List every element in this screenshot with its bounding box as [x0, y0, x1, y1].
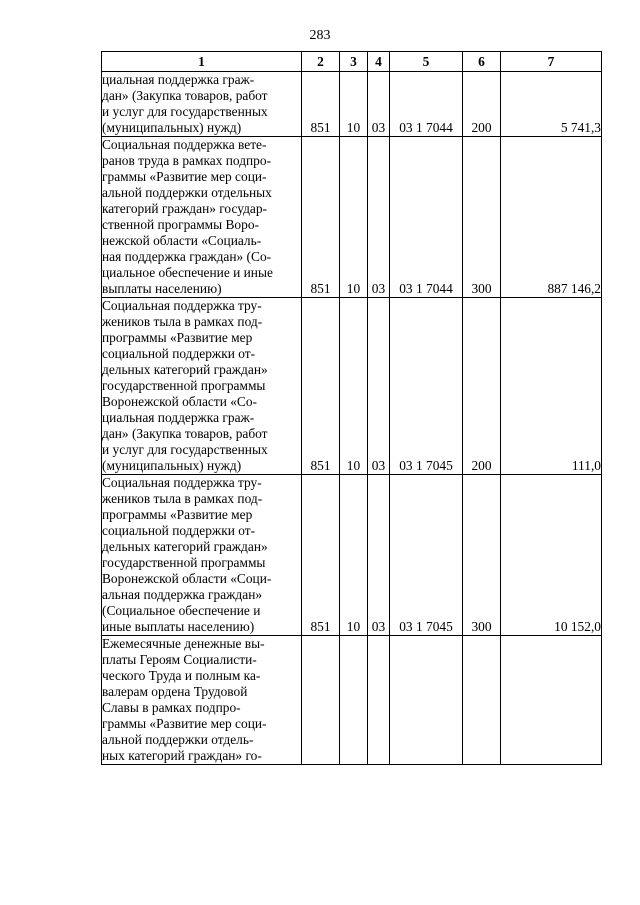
col-header-3: 3 — [340, 52, 368, 72]
subsection-code: 03 — [368, 298, 390, 475]
description-line: циальное обеспечение и иные — [102, 265, 273, 280]
description-line: ных категорий граждан» го- — [102, 748, 262, 763]
row-description — [102, 137, 302, 298]
page-number: 283 — [309, 28, 331, 43]
description-line: Социальная поддержка вете- — [102, 137, 267, 152]
target-article-code: 03 1 7044 — [390, 72, 463, 137]
target-article-code — [390, 636, 463, 765]
description-line: и услуг для государственных — [102, 104, 268, 119]
col-header-4: 4 — [368, 52, 390, 72]
section-code: 10 — [340, 72, 368, 137]
section-code — [340, 636, 368, 765]
description-line: ранов труда в рамках подпро- — [102, 153, 272, 168]
description-line: дан» (Закупка товаров, работ — [102, 426, 268, 441]
target-article-code: 03 1 7045 — [390, 298, 463, 475]
col-header-7: 7 — [501, 52, 602, 72]
description-line: ная поддержка граждан» (Со- — [102, 249, 272, 264]
description-line: нежской области «Социаль- — [102, 233, 262, 248]
description-line: категорий граждан» государ- — [102, 201, 267, 216]
description-line: альная поддержка граждан» — [102, 587, 263, 602]
description-line: платы Героям Социалисти- — [102, 652, 257, 667]
section-code: 10 — [340, 475, 368, 636]
col-header-1: 1 — [102, 52, 302, 72]
description-line: граммы «Развитие мер соци- — [102, 169, 267, 184]
description-line: иные выплаты населению) — [102, 619, 255, 634]
description-line: (Социальное обеспечение и — [102, 603, 261, 618]
subsection-code: 03 — [368, 72, 390, 137]
subsection-code: 03 — [368, 475, 390, 636]
col-header-5: 5 — [390, 52, 463, 72]
section-code: 10 — [340, 298, 368, 475]
expense-type-code: 200 — [463, 72, 501, 137]
section-code: 10 — [340, 137, 368, 298]
amount: 111,0 — [501, 298, 602, 475]
amount — [501, 636, 602, 765]
expense-type-code: 300 — [463, 137, 501, 298]
table-row — [102, 137, 602, 298]
description-line: жеников тыла в рамках под- — [102, 314, 263, 329]
description-line: программы «Развитие мер — [102, 330, 253, 345]
description-line: граммы «Развитие мер соци- — [102, 716, 267, 731]
row-description — [102, 636, 302, 765]
table-row — [102, 298, 602, 475]
description-line: дельных категорий граждан» — [102, 539, 268, 554]
description-line: выплаты населению) — [102, 281, 222, 296]
description-line: циальная поддержка граж- — [102, 410, 255, 425]
description-line: государственной программы — [102, 555, 266, 570]
ministry-code — [302, 636, 340, 765]
ministry-code: 851 — [302, 475, 340, 636]
subsection-code — [368, 636, 390, 765]
description-line: альной поддержки отдель- — [102, 732, 254, 747]
description-line: ческого Труда и полным ка- — [102, 668, 261, 683]
description-line: Социальная поддержка тру- — [102, 475, 262, 490]
description-line: жеников тыла в рамках под- — [102, 491, 263, 506]
description-line: Ежемесячные денежные вы- — [102, 636, 265, 651]
col-header-2: 2 — [302, 52, 340, 72]
amount: 887 146,2 — [501, 137, 602, 298]
description-line: Социальная поддержка тру- — [102, 298, 262, 313]
expense-type-code — [463, 636, 501, 765]
table-row — [102, 636, 602, 765]
target-article-code: 03 1 7045 — [390, 475, 463, 636]
description-line: дельных категорий граждан» — [102, 362, 268, 377]
expense-type-code: 200 — [463, 298, 501, 475]
description-line: Славы в рамках подпро- — [102, 700, 241, 715]
description-line: Воронежской области «Соци- — [102, 571, 272, 586]
table-row — [102, 475, 602, 636]
table-row — [102, 72, 602, 137]
row-description — [102, 298, 302, 475]
header-row — [102, 52, 602, 72]
description-line: Воронежской области «Со- — [102, 394, 258, 409]
description-line: циальная поддержка граж- — [102, 72, 255, 87]
description-line: (муниципальных) нужд) — [102, 458, 242, 473]
description-line: валерам ордена Трудовой — [102, 684, 248, 699]
amount: 10 152,0 — [501, 475, 602, 636]
description-line: альной поддержки отдельных — [102, 185, 272, 200]
subsection-code: 03 — [368, 137, 390, 298]
col-header-6: 6 — [463, 52, 501, 72]
description-line: социальной поддержки от- — [102, 523, 256, 538]
target-article-code: 03 1 7044 — [390, 137, 463, 298]
description-line: дан» (Закупка товаров, работ — [102, 88, 268, 103]
budget-table — [101, 51, 602, 765]
description-line: (муниципальных) нужд) — [102, 120, 242, 135]
description-line: программы «Развитие мер — [102, 507, 253, 522]
amount: 5 741,3 — [501, 72, 602, 137]
expense-type-code: 300 — [463, 475, 501, 636]
row-description — [102, 475, 302, 636]
row-description — [102, 72, 302, 137]
ministry-code: 851 — [302, 72, 340, 137]
ministry-code: 851 — [302, 137, 340, 298]
ministry-code: 851 — [302, 298, 340, 475]
description-line: государственной программы — [102, 378, 266, 393]
description-line: ственной программы Воро- — [102, 217, 259, 232]
description-line: социальной поддержки от- — [102, 346, 256, 361]
description-line: и услуг для государственных — [102, 442, 268, 457]
